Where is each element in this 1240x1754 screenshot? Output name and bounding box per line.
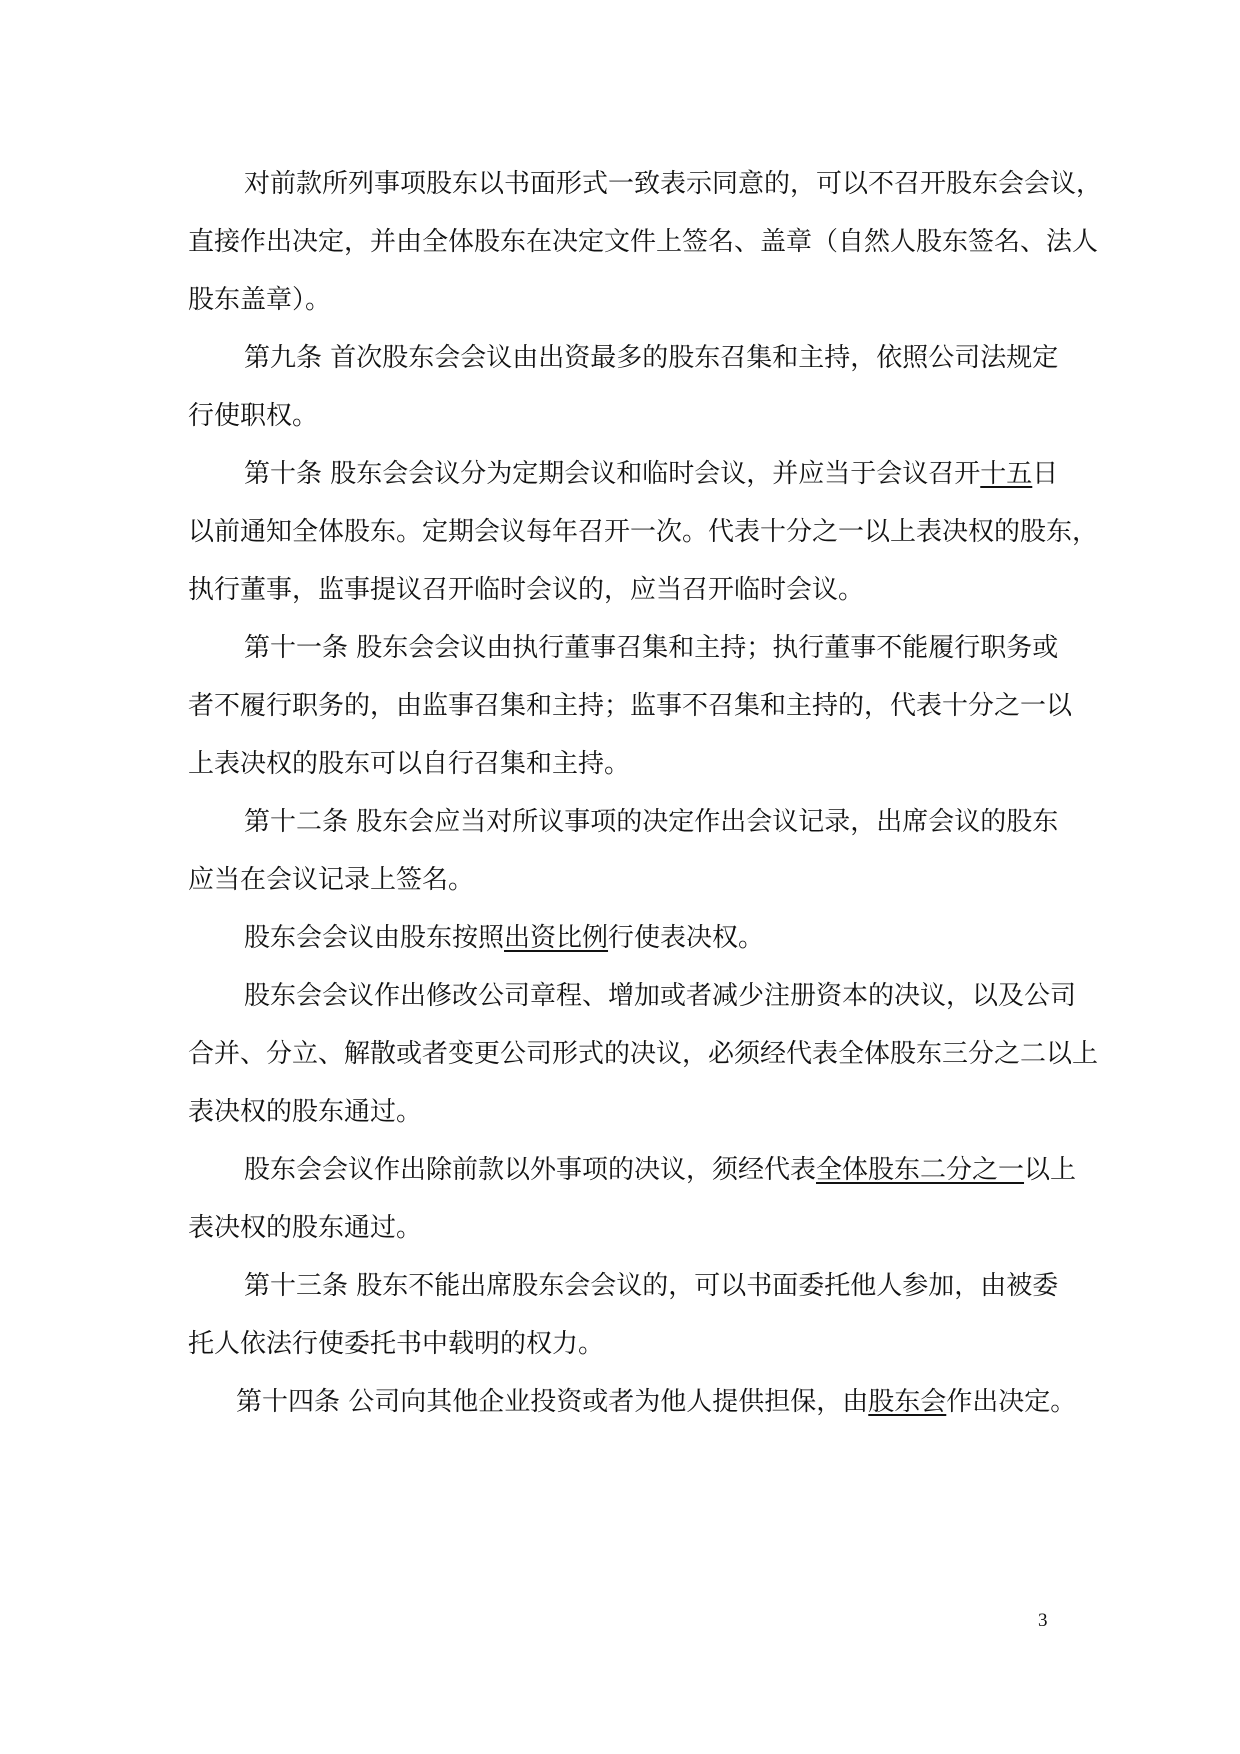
text-line: 表决权的股东通过。 <box>188 1097 423 1127</box>
text-line: 股东会会议作出除前款以外事项的决议，须经代表全体股东二分之一以上 <box>244 1155 1077 1185</box>
text-line: 对前款所列事项股东以书面形式一致表示同意的，可以不召开股东会会议， <box>244 169 1103 199</box>
text-line: 表决权的股东通过。 <box>188 1213 423 1243</box>
article-14-heading-line: 第十四条 公司向其他企业投资或者为他人提供担保，由股东会作出决定。 <box>236 1387 1077 1417</box>
article-12-heading-line: 第十二条 股东会应当对所议事项的决定作出会议记录，出席会议的股东 <box>244 807 1059 837</box>
article-13-heading-line: 第十三条 股东不能出席股东会会议的，可以书面委托他人参加，由被委 <box>244 1271 1059 1301</box>
text-line: 股东会会议由股东按照出资比例行使表决权。 <box>244 923 765 953</box>
text-line: 者不履行职务的，由监事召集和主持；监事不召集和主持的，代表十分之一以 <box>188 691 1073 721</box>
text-line: 托人依法行使委托书中载明的权力。 <box>188 1329 605 1359</box>
text-line: 股东会会议作出修改公司章程、增加或者减少注册资本的决议，以及公司 <box>244 981 1077 1011</box>
page-number: 3 <box>1038 1610 1048 1631</box>
underlined-days: 十五 <box>980 459 1033 489</box>
underlined-half-shareholders: 全体股东二分之一 <box>816 1155 1025 1185</box>
article-11-heading-line: 第十一条 股东会会议由执行董事召集和主持；执行董事不能履行职务或 <box>244 633 1059 663</box>
text-line: 直接作出决定，并由全体股东在决定文件上签名、盖章（自然人股东签名、法人 <box>188 227 1099 257</box>
text-line: 行使职权。 <box>188 401 319 431</box>
text-line: 上表决权的股东可以自行召集和主持。 <box>188 749 631 779</box>
text-line: 执行董事，监事提议召开临时会议的，应当召开临时会议。 <box>188 575 865 605</box>
underlined-shareholders-meeting: 股东会 <box>868 1387 947 1417</box>
article-10-heading-line: 第十条 股东会会议分为定期会议和临时会议，并应当于会议召开十五日 <box>244 459 1059 489</box>
article-9-heading-line: 第九条 首次股东会会议由出资最多的股东召集和主持，依照公司法规定 <box>244 343 1059 373</box>
underlined-capital-ratio: 出资比例 <box>504 923 609 953</box>
text-line: 股东盖章）。 <box>188 285 332 315</box>
text-line: 应当在会议记录上签名。 <box>188 865 475 895</box>
text-line: 合并、分立、解散或者变更公司形式的决议，必须经代表全体股东三分之二以上 <box>188 1039 1099 1069</box>
text-line: 以前通知全体股东。定期会议每年召开一次。代表十分之一以上表决权的股东， <box>188 517 1099 547</box>
